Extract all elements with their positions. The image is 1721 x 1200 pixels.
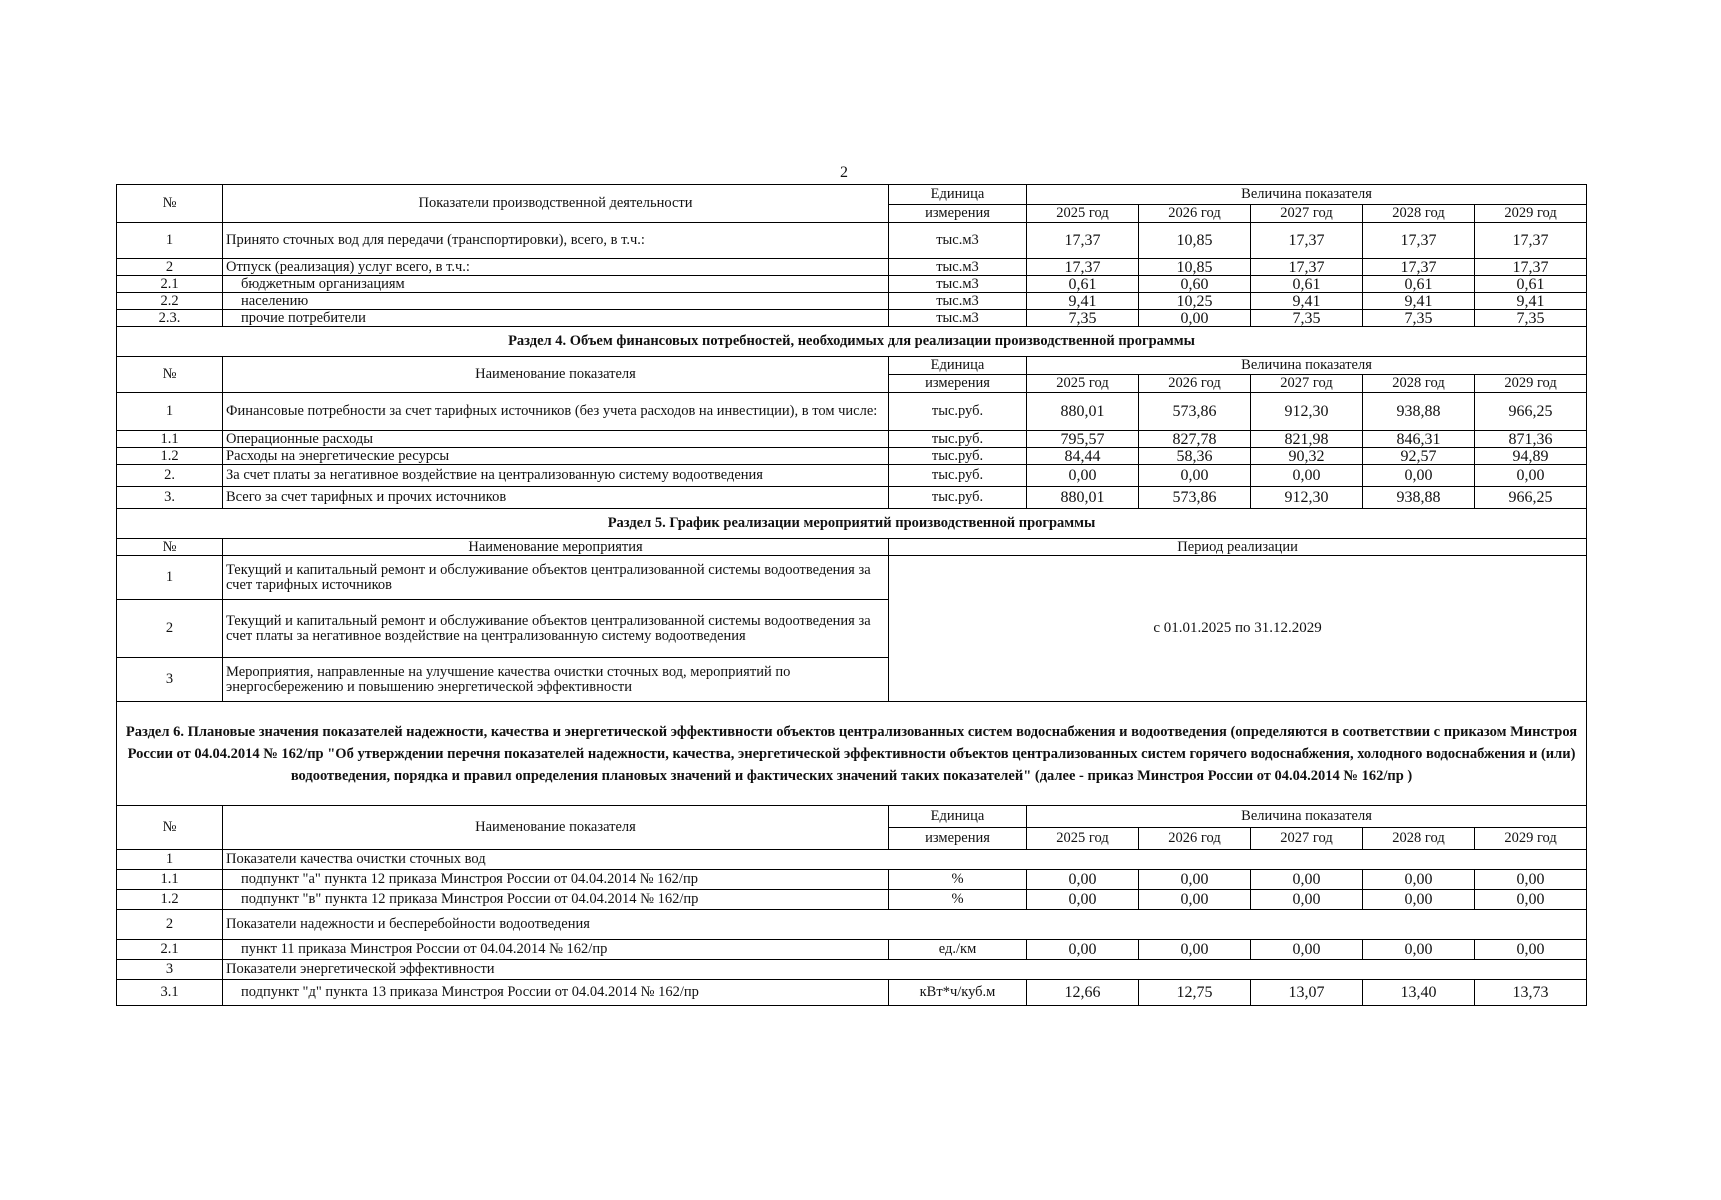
group-row bbox=[117, 910, 1587, 940]
row-unit: тыс.руб. bbox=[889, 487, 1027, 509]
row-value: 12,75 bbox=[1139, 980, 1251, 1006]
header-year: 2027 год bbox=[1251, 375, 1363, 393]
group-row bbox=[117, 850, 1587, 870]
row-unit: тыс.руб. bbox=[889, 465, 1027, 487]
row-value: 0,00 bbox=[1251, 940, 1363, 960]
row-value: 92,57 bbox=[1363, 448, 1475, 465]
section5-title: Раздел 5. График реализации мероприятий производственной программы bbox=[117, 509, 1587, 539]
data-row bbox=[117, 431, 1587, 448]
header-value-group: Величина показателя bbox=[1027, 357, 1587, 375]
header-year: 2028 год bbox=[1363, 375, 1475, 393]
row-value: 0,61 bbox=[1475, 276, 1587, 293]
header-year: 2029 год bbox=[1475, 205, 1587, 223]
row-number: 1 bbox=[117, 850, 223, 870]
row-name: бюджетным организациям bbox=[223, 276, 889, 293]
row-value: 912,30 bbox=[1251, 393, 1363, 431]
row-value: 9,41 bbox=[1363, 293, 1475, 310]
row-value: 0,00 bbox=[1363, 465, 1475, 487]
row-value: 12,66 bbox=[1027, 980, 1139, 1006]
row-value: 90,32 bbox=[1251, 448, 1363, 465]
row-value: 0,00 bbox=[1139, 465, 1251, 487]
header-year: 2025 год bbox=[1027, 828, 1139, 850]
data-row bbox=[117, 556, 1587, 600]
header-year: 2026 год bbox=[1139, 828, 1251, 850]
row-number: 3.1 bbox=[117, 980, 223, 1006]
row-number: 2.1 bbox=[117, 940, 223, 960]
row-value: 7,35 bbox=[1027, 310, 1139, 327]
row-unit: тыс.руб. bbox=[889, 448, 1027, 465]
header-year: 2028 год bbox=[1363, 205, 1475, 223]
row-unit: тыс.м3 bbox=[889, 276, 1027, 293]
row-name: населению bbox=[223, 293, 889, 310]
row-value: 13,73 bbox=[1475, 980, 1587, 1006]
row-unit: тыс.м3 bbox=[889, 293, 1027, 310]
row-name: Текущий и капитальный ремонт и обслуживание объектов централизованной системы водоотведения за счет тарифных источников bbox=[223, 556, 889, 600]
row-value: 0,00 bbox=[1139, 940, 1251, 960]
row-value: 17,37 bbox=[1363, 223, 1475, 259]
header-year: 2025 год bbox=[1027, 205, 1139, 223]
header-row bbox=[117, 539, 1587, 556]
row-number: 2. bbox=[117, 465, 223, 487]
row-value: 0,00 bbox=[1363, 890, 1475, 910]
data-row bbox=[117, 393, 1587, 431]
document-body bbox=[116, 184, 1586, 1006]
header-year: 2027 год bbox=[1251, 828, 1363, 850]
header-year: 2029 год bbox=[1475, 828, 1587, 850]
header-name: Наименование показателя bbox=[223, 357, 889, 393]
row-number: 1.2 bbox=[117, 890, 223, 910]
row-number: 1.1 bbox=[117, 870, 223, 890]
data-row bbox=[117, 276, 1587, 293]
header-year: 2027 год bbox=[1251, 205, 1363, 223]
section6-title: Раздел 6. Плановые значения показателей надежности, качества и энергетической эффективности объектов централизованных систем водоснабжения и водоотведения (определяются в соответствии с приказом Минстроя России от 04.04.2014 № 162/пр "Об утверждении перечня показателей надежности, качества, энергетической эффективности объектов централизованных систем горячего водоснабжения, холодного водоснабжения и (или) водоотведения, порядка и правил определения плановых значений и фактических значений таких показателей" (далее - приказ Минстроя России от 04.04.2014 № 162/пр ) bbox=[117, 702, 1587, 806]
row-name: За счет платы за негативное воздействие на централизованную систему водоотведения bbox=[223, 465, 889, 487]
group-name: Показатели энергетической эффективности bbox=[223, 960, 1587, 980]
data-row bbox=[117, 465, 1587, 487]
row-value: 0,00 bbox=[1027, 890, 1139, 910]
header-unit-line1: Единица bbox=[889, 185, 1027, 205]
header-year: 2026 год bbox=[1139, 375, 1251, 393]
row-number: 2.2 bbox=[117, 293, 223, 310]
row-number: 1 bbox=[117, 223, 223, 259]
row-number: 3 bbox=[117, 960, 223, 980]
row-value: 17,37 bbox=[1251, 223, 1363, 259]
row-value: 0,00 bbox=[1139, 890, 1251, 910]
row-value: 0,00 bbox=[1251, 870, 1363, 890]
row-name: Финансовые потребности за счет тарифных источников (без учета расходов на инвестиции), в том числе: bbox=[223, 393, 889, 431]
row-value: 0,00 bbox=[1475, 940, 1587, 960]
row-value: 0,61 bbox=[1027, 276, 1139, 293]
implementation-period: с 01.01.2025 по 31.12.2029 bbox=[889, 556, 1587, 702]
row-value: 9,41 bbox=[1251, 293, 1363, 310]
row-name: Всего за счет тарифных и прочих источников bbox=[223, 487, 889, 509]
row-value: 0,00 bbox=[1475, 890, 1587, 910]
row-value: 9,41 bbox=[1027, 293, 1139, 310]
row-value: 938,88 bbox=[1363, 393, 1475, 431]
data-row bbox=[117, 940, 1587, 960]
header-no: № bbox=[117, 357, 223, 393]
row-value: 880,01 bbox=[1027, 487, 1139, 509]
row-value: 821,98 bbox=[1251, 431, 1363, 448]
row-number: 2 bbox=[117, 600, 223, 658]
header-value-group: Величина показателя bbox=[1027, 806, 1587, 828]
row-value: 871,36 bbox=[1475, 431, 1587, 448]
row-number: 1 bbox=[117, 393, 223, 431]
row-number: 2 bbox=[117, 259, 223, 276]
row-value: 827,78 bbox=[1139, 431, 1251, 448]
row-value: 13,07 bbox=[1251, 980, 1363, 1006]
row-value: 846,31 bbox=[1363, 431, 1475, 448]
row-number: 2.1 bbox=[117, 276, 223, 293]
row-value: 7,35 bbox=[1475, 310, 1587, 327]
row-unit: тыс.руб. bbox=[889, 431, 1027, 448]
header-year: 2028 год bbox=[1363, 828, 1475, 850]
row-value: 795,57 bbox=[1027, 431, 1139, 448]
data-row bbox=[117, 870, 1587, 890]
data-row bbox=[117, 980, 1587, 1006]
row-value: 0,00 bbox=[1363, 870, 1475, 890]
section4-title: Раздел 4. Объем финансовых потребностей, необходимых для реализации производственной программы bbox=[117, 327, 1587, 357]
row-value: 966,25 bbox=[1475, 393, 1587, 431]
data-row bbox=[117, 293, 1587, 310]
row-value: 17,37 bbox=[1027, 259, 1139, 276]
row-value: 880,01 bbox=[1027, 393, 1139, 431]
row-name: Отпуск (реализация) услуг всего, в т.ч.: bbox=[223, 259, 889, 276]
row-value: 17,37 bbox=[1027, 223, 1139, 259]
header-year: 2026 год bbox=[1139, 205, 1251, 223]
data-row bbox=[117, 890, 1587, 910]
row-name: подпункт "д" пункта 13 приказа Минстроя России от 04.04.2014 № 162/пр bbox=[223, 980, 889, 1006]
row-number: 1.2 bbox=[117, 448, 223, 465]
data-row bbox=[117, 259, 1587, 276]
data-row bbox=[117, 223, 1587, 259]
header-unit-line2: измерения bbox=[889, 375, 1027, 393]
row-number: 1.1 bbox=[117, 431, 223, 448]
row-number: 3 bbox=[117, 658, 223, 702]
row-value: 10,85 bbox=[1139, 223, 1251, 259]
row-value: 94,89 bbox=[1475, 448, 1587, 465]
row-name: подпункт "в" пункта 12 приказа Минстроя России от 04.04.2014 № 162/пр bbox=[223, 890, 889, 910]
row-value: 0,00 bbox=[1363, 940, 1475, 960]
row-unit: тыс.м3 bbox=[889, 310, 1027, 327]
row-value: 0,00 bbox=[1027, 870, 1139, 890]
row-value: 0,00 bbox=[1139, 310, 1251, 327]
row-value: 0,00 bbox=[1139, 870, 1251, 890]
row-value: 17,37 bbox=[1363, 259, 1475, 276]
header-no: № bbox=[117, 185, 223, 223]
page-number: 2 bbox=[840, 164, 848, 181]
row-value: 966,25 bbox=[1475, 487, 1587, 509]
group-name: Показатели качества очистки сточных вод bbox=[223, 850, 1587, 870]
section-title-row bbox=[117, 702, 1587, 806]
row-unit: тыс.руб. bbox=[889, 393, 1027, 431]
row-name: Текущий и капитальный ремонт и обслуживание объектов централизованной системы водоотведения за счет платы за негативное воздействие на централизованную систему водоотведения bbox=[223, 600, 889, 658]
group-row bbox=[117, 960, 1587, 980]
row-value: 10,85 bbox=[1139, 259, 1251, 276]
header-row bbox=[117, 806, 1587, 828]
row-unit: % bbox=[889, 890, 1027, 910]
row-name: пункт 11 приказа Минстроя России от 04.04.2014 № 162/пр bbox=[223, 940, 889, 960]
row-value: 938,88 bbox=[1363, 487, 1475, 509]
row-name: прочие потребители bbox=[223, 310, 889, 327]
row-value: 7,35 bbox=[1251, 310, 1363, 327]
row-value: 17,37 bbox=[1251, 259, 1363, 276]
row-value: 7,35 bbox=[1363, 310, 1475, 327]
production-program-table bbox=[116, 184, 1587, 1006]
row-value: 9,41 bbox=[1475, 293, 1587, 310]
row-name: Принято сточных вод для передачи (транспортировки), всего, в т.ч.: bbox=[223, 223, 889, 259]
row-number: 2.3. bbox=[117, 310, 223, 327]
row-value: 0,00 bbox=[1475, 465, 1587, 487]
row-name: Мероприятия, направленные на улучшение качества очистки сточных вод, мероприятий по энергосбережению и повышению энергетической эффективности bbox=[223, 658, 889, 702]
row-number: 1 bbox=[117, 556, 223, 600]
row-value: 0,00 bbox=[1027, 465, 1139, 487]
row-value: 13,40 bbox=[1363, 980, 1475, 1006]
row-value: 0,61 bbox=[1251, 276, 1363, 293]
header-unit-line2: измерения bbox=[889, 828, 1027, 850]
row-name: подпункт "а" пункта 12 приказа Минстроя России от 04.04.2014 № 162/пр bbox=[223, 870, 889, 890]
header-name: Наименование показателя bbox=[223, 806, 889, 850]
header-unit-line2: измерения bbox=[889, 205, 1027, 223]
header-unit-line1: Единица bbox=[889, 806, 1027, 828]
row-value: 0,00 bbox=[1475, 870, 1587, 890]
row-value: 0,00 bbox=[1027, 940, 1139, 960]
data-row bbox=[117, 448, 1587, 465]
data-row bbox=[117, 487, 1587, 509]
header-year: 2029 год bbox=[1475, 375, 1587, 393]
header-name: Показатели производственной деятельности bbox=[223, 185, 889, 223]
section-title-row bbox=[117, 509, 1587, 539]
row-unit: ед./км bbox=[889, 940, 1027, 960]
row-value: 17,37 bbox=[1475, 259, 1587, 276]
row-value: 0,60 bbox=[1139, 276, 1251, 293]
header-year: 2025 год bbox=[1027, 375, 1139, 393]
row-value: 84,44 bbox=[1027, 448, 1139, 465]
row-number: 3. bbox=[117, 487, 223, 509]
row-value: 58,36 bbox=[1139, 448, 1251, 465]
row-unit: % bbox=[889, 870, 1027, 890]
row-unit: тыс.м3 bbox=[889, 259, 1027, 276]
header-period: Период реализации bbox=[889, 539, 1587, 556]
data-row bbox=[117, 310, 1587, 327]
row-name: Расходы на энергетические ресурсы bbox=[223, 448, 889, 465]
row-value: 912,30 bbox=[1251, 487, 1363, 509]
row-value: 0,00 bbox=[1251, 890, 1363, 910]
row-unit: тыс.м3 bbox=[889, 223, 1027, 259]
section-title-row bbox=[117, 327, 1587, 357]
row-value: 573,86 bbox=[1139, 487, 1251, 509]
header-row bbox=[117, 185, 1587, 205]
group-name: Показатели надежности и бесперебойности водоотведения bbox=[223, 910, 1587, 940]
header-unit-line1: Единица bbox=[889, 357, 1027, 375]
row-value: 0,61 bbox=[1363, 276, 1475, 293]
row-number: 2 bbox=[117, 910, 223, 940]
row-value: 17,37 bbox=[1475, 223, 1587, 259]
header-name: Наименование мероприятия bbox=[223, 539, 889, 556]
row-value: 0,00 bbox=[1251, 465, 1363, 487]
header-no: № bbox=[117, 539, 223, 556]
header-no: № bbox=[117, 806, 223, 850]
row-unit: кВт*ч/куб.м bbox=[889, 980, 1027, 1006]
header-value-group: Величина показателя bbox=[1027, 185, 1587, 205]
row-value: 573,86 bbox=[1139, 393, 1251, 431]
header-row bbox=[117, 357, 1587, 375]
row-name: Операционные расходы bbox=[223, 431, 889, 448]
row-value: 10,25 bbox=[1139, 293, 1251, 310]
